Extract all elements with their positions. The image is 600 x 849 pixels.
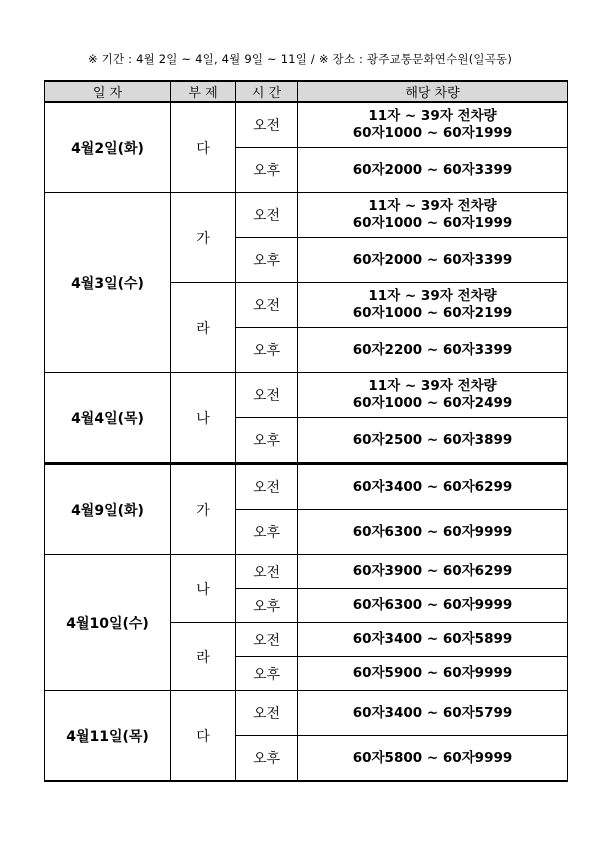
table-row <box>45 102 568 148</box>
date-cell: 4월2일(화) <box>45 102 171 193</box>
period-location-note: ※ 기간 : 4월 2일 ~ 4일, 4월 9일 ~ 11일 / ※ 장소 : 광주교통문화연수원(일곡동) <box>87 52 513 66</box>
time-cell: 오전 <box>236 283 298 328</box>
table-row <box>45 464 568 510</box>
vehicle-cell <box>298 373 568 418</box>
vehicle-line: 11자 ~ 39자 전차량 <box>368 288 497 304</box>
date-cell: 4월9일(화) <box>45 464 171 555</box>
table-row <box>45 193 568 238</box>
time-cell: 오후 <box>236 238 298 283</box>
time-cell: 오전 <box>236 464 298 510</box>
vehicle-cell <box>298 193 568 238</box>
vehicle-cell: 60자6300 ~ 60자9999 <box>298 510 568 555</box>
schedule-table-week1 <box>44 80 568 464</box>
table-row <box>45 691 568 736</box>
column-header-vehicle: 해당 차량 <box>298 81 568 102</box>
vehicle-cell: 60자3900 ~ 60자6299 <box>298 555 568 589</box>
vehicle-cell: 60자3400 ~ 60자5899 <box>298 623 568 657</box>
time-cell: 오후 <box>236 510 298 555</box>
group-cell: 나 <box>171 555 236 623</box>
vehicle-cell: 60자3400 ~ 60자6299 <box>298 464 568 510</box>
time-cell: 오후 <box>236 589 298 623</box>
schedule-table-week2 <box>44 462 568 782</box>
vehicle-cell: 60자2200 ~ 60자3399 <box>298 328 568 373</box>
time-cell: 오전 <box>236 102 298 148</box>
vehicle-line: 60자1000 ~ 60자2199 <box>352 305 513 321</box>
vehicle-cell: 60자6300 ~ 60자9999 <box>298 589 568 623</box>
date-cell: 4월4일(목) <box>45 373 171 464</box>
date-cell: 4월3일(수) <box>45 193 171 373</box>
table-row <box>45 373 568 418</box>
group-cell: 가 <box>171 464 236 555</box>
time-cell: 오후 <box>236 148 298 193</box>
vehicle-cell: 60자2000 ~ 60자3399 <box>298 238 568 283</box>
vehicle-cell: 60자5800 ~ 60자9999 <box>298 736 568 782</box>
date-cell: 4월10일(수) <box>45 555 171 691</box>
vehicle-line: 11자 ~ 39자 전차량 <box>368 378 497 394</box>
vehicle-cell: 60자3400 ~ 60자5799 <box>298 691 568 736</box>
vehicle-cell <box>298 283 568 328</box>
column-header-date: 일 자 <box>45 81 171 102</box>
vehicle-line: 60자1000 ~ 60자1999 <box>352 125 513 141</box>
time-cell: 오전 <box>236 193 298 238</box>
vehicle-line: 60자1000 ~ 60자2499 <box>352 395 513 411</box>
time-cell: 오전 <box>236 373 298 418</box>
time-cell: 오후 <box>236 736 298 782</box>
group-cell: 다 <box>171 102 236 193</box>
vehicle-cell: 60자2500 ~ 60자3899 <box>298 418 568 464</box>
vehicle-line: 60자1000 ~ 60자1999 <box>352 215 513 231</box>
vehicle-line: 11자 ~ 39자 전차량 <box>368 198 497 214</box>
vehicle-cell <box>298 102 568 148</box>
group-cell: 가 <box>171 193 236 283</box>
group-cell: 라 <box>171 623 236 691</box>
date-cell: 4월11일(목) <box>45 691 171 782</box>
time-cell: 오후 <box>236 328 298 373</box>
time-cell: 오전 <box>236 555 298 589</box>
column-header-time: 시 간 <box>236 81 298 102</box>
vehicle-cell: 60자2000 ~ 60자3399 <box>298 148 568 193</box>
time-cell: 오전 <box>236 691 298 736</box>
time-cell: 오후 <box>236 418 298 464</box>
vehicle-line: 11자 ~ 39자 전차량 <box>368 108 497 124</box>
column-header-group: 부 제 <box>171 81 236 102</box>
group-cell: 라 <box>171 283 236 373</box>
table-row <box>45 555 568 589</box>
time-cell: 오전 <box>236 623 298 657</box>
table-header-row <box>45 81 568 102</box>
group-cell: 다 <box>171 691 236 782</box>
time-cell: 오후 <box>236 657 298 691</box>
vehicle-cell: 60자5900 ~ 60자9999 <box>298 657 568 691</box>
group-cell: 나 <box>171 373 236 464</box>
